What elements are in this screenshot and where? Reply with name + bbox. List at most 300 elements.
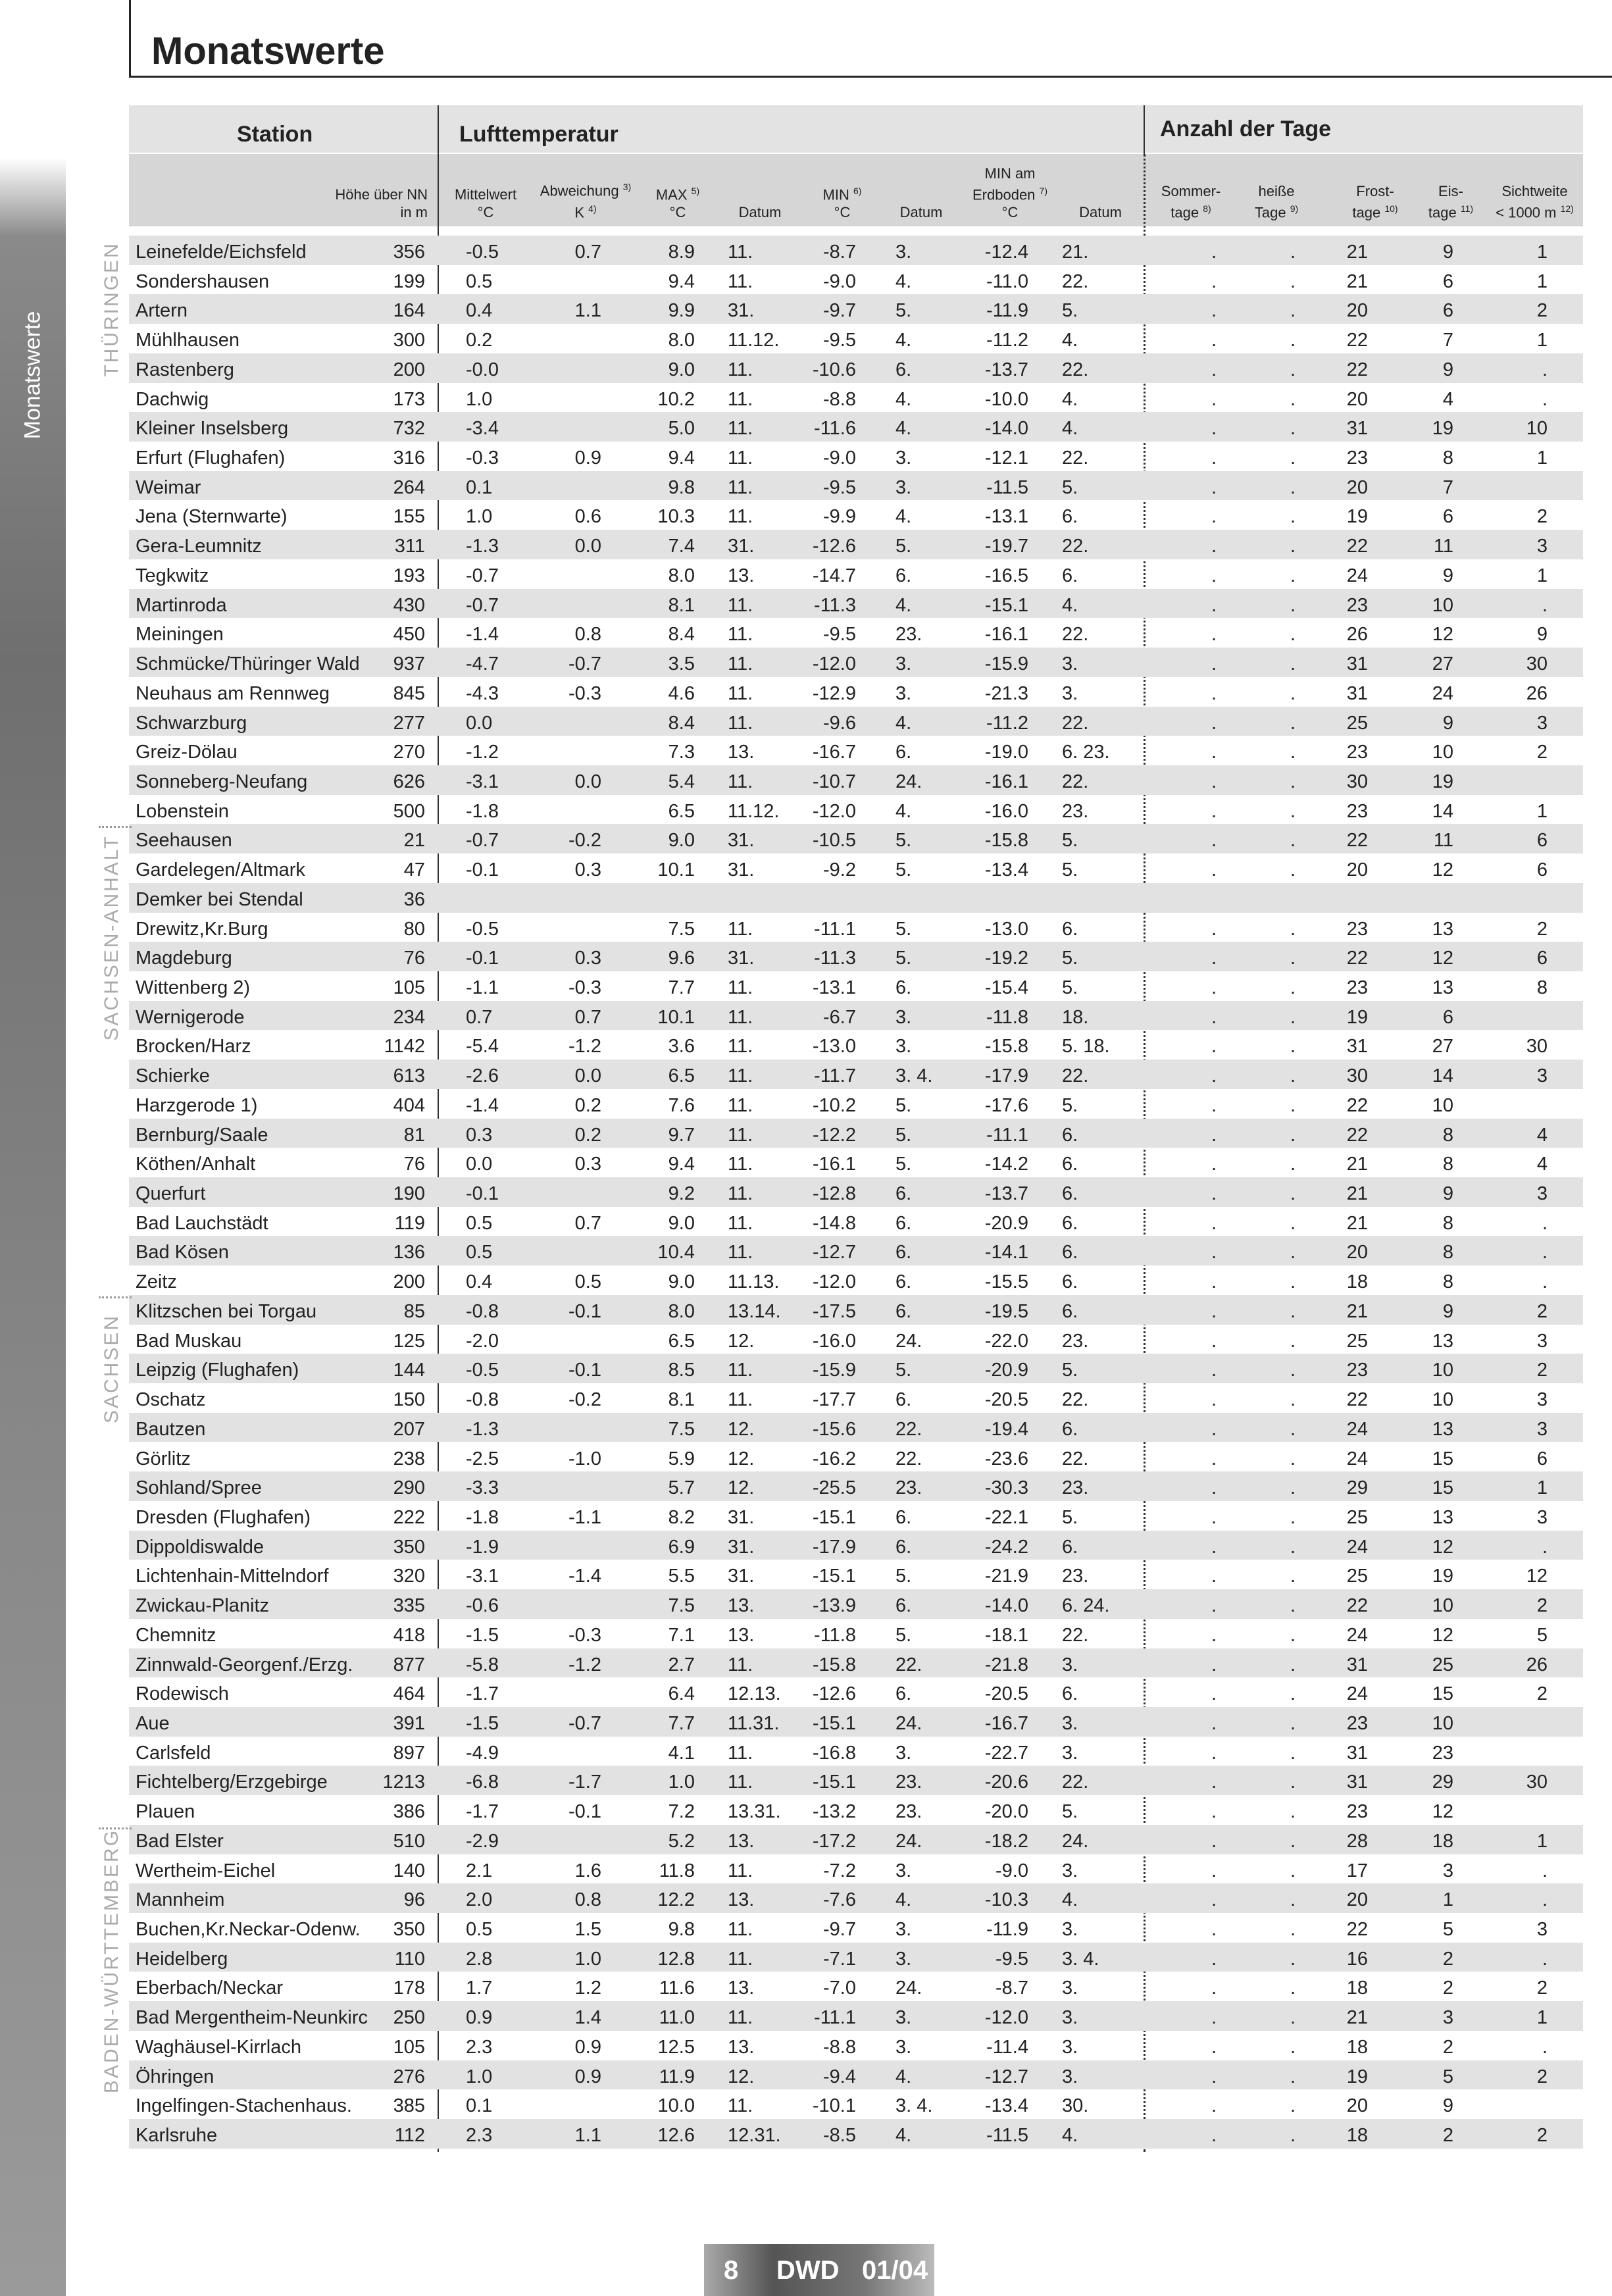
cell-station: Leipzig (Flughafen) <box>136 1360 299 1381</box>
cell-abw: -1.1 <box>568 1506 601 1528</box>
cell-station: Bernburg/Saale <box>136 1124 268 1146</box>
cell-sicht: 6 <box>1536 859 1548 881</box>
cell-hoehe: 300 <box>393 330 425 351</box>
cell-max: 7.7 <box>668 977 695 998</box>
cell-eis: 27 <box>1432 653 1453 675</box>
cell-min-datum: 3. <box>895 242 912 263</box>
cell-eis: 2 <box>1442 2125 1453 2147</box>
page-title: Monatswerte <box>151 30 385 72</box>
cell-frost: 23 <box>1346 1801 1368 1823</box>
cell-heisse: . <box>1290 859 1296 881</box>
cell-minerd-datum: 5. <box>1062 830 1078 852</box>
cell-sicht: 2 <box>1536 300 1548 322</box>
header-min-line1: MIN $^{6)}$ <box>822 185 862 203</box>
cell-max: 8.1 <box>668 1389 695 1411</box>
cell-max-datum: 11. <box>728 388 753 410</box>
cell-abw: 0.6 <box>574 506 601 528</box>
cell-abw: 1.6 <box>574 1860 601 1881</box>
cell-max-datum: 12. <box>728 1477 755 1499</box>
cell-heisse: . <box>1290 1418 1296 1440</box>
cell-max: 9.0 <box>668 359 695 380</box>
cell-heisse: . <box>1290 1536 1296 1558</box>
cell-eis: 29 <box>1432 1772 1453 1793</box>
cell-max-datum: 11. <box>728 2007 753 2029</box>
cell-sommer: . <box>1211 1801 1217 1823</box>
cell-heisse: . <box>1290 1006 1296 1028</box>
cell-hoehe: 105 <box>393 977 425 998</box>
cell-mittel: -4.7 <box>466 653 499 675</box>
table-row <box>129 1119 1583 1148</box>
cell-min-datum: 3. <box>895 476 912 498</box>
table-row <box>129 471 1583 501</box>
cell-max: 5.0 <box>668 418 695 440</box>
cell-max: 5.4 <box>668 771 695 792</box>
cell-max-datum: 13.14. <box>728 1300 781 1322</box>
cell-minerd: -11.9 <box>986 1919 1028 1941</box>
cell-abw: 0.7 <box>574 1006 601 1028</box>
cell-hoehe: 193 <box>393 565 425 586</box>
cell-eis: 12 <box>1432 1536 1453 1558</box>
footer-issue: 01/04 <box>862 2256 928 2285</box>
cell-frost: 18 <box>1346 1977 1368 1999</box>
cell-abw: -1.4 <box>568 1566 601 1587</box>
cell-eis: 11 <box>1433 536 1453 557</box>
cell-frost: 30 <box>1346 771 1368 792</box>
cell-min-datum: 4. <box>895 712 912 734</box>
cell-station: Görlitz <box>136 1448 191 1469</box>
cell-sicht: . <box>1542 1860 1548 1881</box>
table-row <box>129 442 1583 471</box>
cell-station: Drewitz,Kr.Burg <box>136 918 268 940</box>
table-row <box>129 559 1583 589</box>
cell-hoehe: 178 <box>393 1977 425 1999</box>
cell-abw: 0.0 <box>574 771 601 792</box>
cell-minerd-datum: 5. <box>1062 1094 1078 1116</box>
cell-frost: 19 <box>1346 506 1368 528</box>
cell-sicht: 1 <box>1536 330 1548 351</box>
cell-max-datum: 11. <box>728 1006 753 1028</box>
header-hoehe <box>296 155 428 226</box>
cell-sommer: . <box>1211 418 1217 440</box>
cell-minerd: -21.8 <box>984 1654 1028 1675</box>
cell-mittel: -1.9 <box>466 1536 499 1558</box>
cell-abw: 0.9 <box>574 447 601 469</box>
cell-eis: 3 <box>1442 1860 1453 1881</box>
cell-minerd: -11.8 <box>986 1006 1028 1028</box>
cell-hoehe: 450 <box>393 624 425 646</box>
header-anzahl-der-tage: Anzahl der Tage <box>1160 116 1332 141</box>
cell-max: 8.4 <box>668 624 695 646</box>
cell-minerd: -19.5 <box>984 1300 1028 1322</box>
cell-sommer: . <box>1211 1065 1217 1087</box>
cell-minerd: -15.8 <box>984 1036 1028 1058</box>
cell-minerd-datum: 3. <box>1062 2007 1078 2029</box>
cell-max: 9.8 <box>668 1919 695 1941</box>
table-row <box>129 236 1583 265</box>
cell-minerd: -11.2 <box>986 712 1028 734</box>
cell-max: 5.2 <box>668 1830 695 1852</box>
cell-minerd: -12.0 <box>984 2007 1028 2029</box>
table-row <box>129 971 1583 1001</box>
cell-frost: 22 <box>1346 536 1368 557</box>
cell-heisse: . <box>1290 506 1296 528</box>
region-separator <box>99 826 132 828</box>
table-row <box>129 1619 1583 1648</box>
cell-minerd: -30.3 <box>984 1477 1028 1499</box>
cell-station: Wertheim-Eichel <box>136 1860 276 1881</box>
cell-abw: 0.7 <box>574 242 601 263</box>
cell-frost: 21 <box>1346 242 1368 263</box>
cell-minerd-datum: 23. <box>1062 1330 1089 1352</box>
table-row <box>129 412 1583 442</box>
cell-heisse: . <box>1290 300 1296 322</box>
table-row <box>129 1677 1583 1707</box>
cell-min-datum: 6. <box>895 565 912 586</box>
cell-heisse: . <box>1290 447 1296 469</box>
table-row <box>129 1589 1583 1619</box>
cell-minerd-datum: 22. <box>1062 1772 1089 1793</box>
cell-sommer: . <box>1211 1624 1217 1646</box>
cell-hoehe: 350 <box>393 1536 425 1558</box>
cell-max-datum: 11. <box>728 918 753 940</box>
cell-sicht: 10 <box>1526 418 1548 440</box>
cell-min: -12.0 <box>812 800 856 822</box>
cell-hoehe: 112 <box>394 2125 425 2147</box>
cell-max-datum: 11. <box>728 1154 753 1175</box>
table-row <box>129 883 1583 913</box>
cell-frost: 30 <box>1346 1065 1368 1087</box>
cell-min-datum: 6. <box>895 1506 912 1528</box>
cell-min: -10.5 <box>812 830 856 852</box>
cell-min: -7.2 <box>823 1860 856 1881</box>
cell-station: Sonneberg-Neufang <box>136 771 308 792</box>
header-abweichung-line1: Abweichung $^{3)}$ <box>540 182 632 199</box>
cell-abw: 1.2 <box>574 1977 601 1999</box>
cell-min-datum: 4. <box>895 330 912 351</box>
cell-min-datum: 6. <box>895 1242 912 1263</box>
cell-sicht: 2 <box>1536 1683 1548 1705</box>
cell-max-datum: 13. <box>728 1889 755 1911</box>
cell-minerd: -16.1 <box>984 771 1028 792</box>
header-abweichung <box>533 155 638 226</box>
cell-station: Karlsruhe <box>136 2125 218 2147</box>
cell-min: -15.1 <box>812 1506 856 1528</box>
cell-min-datum: 3. <box>895 1036 912 1058</box>
cell-frost: 23 <box>1346 1713 1368 1734</box>
header-eis-line1: Eis- <box>1438 182 1463 199</box>
cell-heisse: . <box>1290 2066 1296 2087</box>
cell-minerd: -9.5 <box>995 1948 1028 1970</box>
cell-eis: 9 <box>1442 712 1453 734</box>
cell-sicht: 2 <box>1536 1300 1548 1322</box>
cell-hoehe: 119 <box>394 1212 425 1234</box>
cell-minerd-datum: 6. <box>1062 1124 1078 1146</box>
cell-min: -9.4 <box>823 2066 856 2087</box>
cell-min: -10.2 <box>812 1094 856 1116</box>
cell-max-datum: 11. <box>728 1360 753 1381</box>
cell-sommer: . <box>1211 977 1217 998</box>
cell-heisse: . <box>1290 1595 1296 1617</box>
cell-min: -11.1 <box>814 2007 856 2029</box>
cell-min-datum: 3. <box>895 1742 912 1764</box>
cell-minerd-datum: 5. <box>1062 1801 1078 1823</box>
cell-heisse: . <box>1290 771 1296 792</box>
cell-min-datum: 5. <box>895 1124 912 1146</box>
cell-hoehe: 877 <box>393 1654 425 1675</box>
cell-heisse: . <box>1290 1183 1296 1205</box>
cell-max: 9.8 <box>668 476 695 498</box>
cell-station: Schmücke/Thüringer Wald <box>136 653 360 675</box>
cell-sommer: . <box>1211 476 1217 498</box>
cell-heisse: . <box>1290 1624 1296 1646</box>
table-header-top <box>129 105 1583 153</box>
cell-sicht: 2 <box>1536 2125 1548 2147</box>
cell-sommer: . <box>1211 1094 1217 1116</box>
cell-frost: 21 <box>1346 1154 1368 1175</box>
cell-minerd: -13.7 <box>984 359 1028 380</box>
cell-sicht: . <box>1542 1536 1548 1558</box>
cell-frost: 23 <box>1346 742 1368 763</box>
cell-minerd: -14.0 <box>984 418 1028 440</box>
cell-max-datum: 31. <box>728 300 755 322</box>
cell-minerd-datum: 22. <box>1062 1065 1089 1087</box>
cell-minerd-datum: 22. <box>1062 1389 1089 1411</box>
cell-mittel: -1.5 <box>466 1713 499 1734</box>
cell-min-datum: 3. <box>895 1919 912 1941</box>
cell-max: 6.5 <box>668 800 695 822</box>
footer-org: DWD <box>776 2256 840 2285</box>
cell-sicht: 3 <box>1536 536 1548 557</box>
cell-heisse: . <box>1290 1094 1296 1116</box>
cell-heisse: . <box>1290 2095 1296 2117</box>
cell-min-datum: 4. <box>895 594 912 616</box>
cell-minerd-datum: 23. <box>1062 800 1089 822</box>
cell-eis: 13 <box>1432 918 1453 940</box>
cell-heisse: . <box>1290 2036 1296 2058</box>
cell-mittel: -0.1 <box>466 1183 499 1205</box>
cell-sommer: . <box>1211 918 1217 940</box>
table-row <box>129 1854 1583 1884</box>
cell-min-datum: 3. <box>895 653 912 675</box>
cell-hoehe: 136 <box>393 1242 425 1263</box>
cell-eis: 3 <box>1442 2007 1453 2029</box>
cell-heisse: . <box>1290 359 1296 380</box>
table-row <box>129 589 1583 619</box>
cell-hoehe: 732 <box>393 418 425 440</box>
cell-sommer: . <box>1211 1977 1217 1999</box>
cell-sicht: 1 <box>1536 1830 1548 1852</box>
cell-max: 9.4 <box>668 1154 695 1175</box>
cell-hoehe: 430 <box>393 594 425 616</box>
cell-min-datum: 6. <box>895 359 912 380</box>
cell-minerd-datum: 6. <box>1062 565 1078 586</box>
cell-station: Ingelfingen-Stachenhaus. <box>136 2095 352 2117</box>
cell-minerd-datum: 6. <box>1062 1242 1078 1263</box>
cell-sicht: 4 <box>1536 1154 1548 1175</box>
cell-sommer: . <box>1211 565 1217 586</box>
cell-min-datum: 22. <box>895 1448 922 1469</box>
header-sicht-line1: Sichtweite <box>1501 182 1568 199</box>
table-row <box>129 324 1583 353</box>
cell-station: Schierke <box>136 1065 210 1087</box>
cell-mittel: -0.1 <box>466 948 499 969</box>
cell-heisse: . <box>1290 1477 1296 1499</box>
cell-max: 6.9 <box>668 1536 695 1558</box>
cell-frost: 20 <box>1346 476 1368 498</box>
cell-minerd-datum: 5. <box>1062 1360 1078 1381</box>
cell-heisse: . <box>1290 1742 1296 1764</box>
cell-mittel: -2.9 <box>466 1830 499 1852</box>
cell-max-datum: 11. <box>728 1065 753 1087</box>
cell-max: 11.8 <box>659 1860 695 1881</box>
cell-sommer: . <box>1211 1683 1217 1705</box>
cell-minerd-datum: 4. <box>1062 1889 1078 1911</box>
cell-min-datum: 5. <box>895 1094 912 1116</box>
cell-max: 10.0 <box>657 2095 695 2117</box>
cell-sommer: . <box>1211 682 1217 704</box>
table-row <box>129 1560 1583 1589</box>
cell-min: -11.3 <box>814 594 856 616</box>
cell-max-datum: 31. <box>728 1566 755 1587</box>
cell-minerd: -18.1 <box>984 1624 1028 1646</box>
cell-sommer: . <box>1211 653 1217 675</box>
cell-sicht: 2 <box>1536 1360 1548 1381</box>
cell-station: Wittenberg 2) <box>136 977 251 998</box>
cell-heisse: . <box>1290 594 1296 616</box>
cell-min: -16.2 <box>812 1448 856 1469</box>
table-row <box>129 736 1583 765</box>
table-row <box>129 1265 1583 1295</box>
cell-minerd-datum: 6. 24. <box>1062 1595 1110 1617</box>
cell-eis: 8 <box>1442 447 1453 469</box>
cell-hoehe: 386 <box>393 1801 425 1823</box>
cell-min: -10.6 <box>812 359 856 380</box>
cell-station: Dresden (Flughafen) <box>136 1506 311 1528</box>
cell-mittel: 2.0 <box>466 1889 493 1911</box>
cell-min: -13.0 <box>812 1036 856 1058</box>
cell-eis: 10 <box>1432 1595 1453 1617</box>
cell-mittel: -0.5 <box>466 242 499 263</box>
table-row <box>129 824 1583 854</box>
cell-heisse: . <box>1290 682 1296 704</box>
cell-eis: 8 <box>1442 1212 1453 1234</box>
cell-abw: 0.9 <box>574 2066 601 2087</box>
cell-station: Erfurt (Flughafen) <box>136 447 286 469</box>
cell-sicht: 1 <box>1536 242 1548 263</box>
cell-minerd: -22.0 <box>984 1330 1028 1352</box>
cell-sommer: . <box>1211 1654 1217 1675</box>
table-row <box>129 294 1583 324</box>
cell-minerd-datum: 5. <box>1062 300 1078 322</box>
header-frosttage <box>1339 155 1411 226</box>
cell-minerd-datum: 22. <box>1062 447 1089 469</box>
cell-minerd-datum: 6. <box>1062 1154 1078 1175</box>
header-hoehe-line1: Höhe über NN <box>335 186 428 203</box>
cell-sommer: . <box>1211 1271 1217 1293</box>
table-row <box>129 1471 1583 1501</box>
cell-station: Rodewisch <box>136 1683 229 1705</box>
cell-sicht: 3 <box>1536 1183 1548 1205</box>
table-row <box>129 1001 1583 1031</box>
cell-max-datum: 11. <box>728 594 753 616</box>
cell-station: Bad Elster <box>136 1830 224 1852</box>
table-row <box>129 1413 1583 1442</box>
cell-frost: 21 <box>1346 2007 1368 2029</box>
cell-min: -17.7 <box>812 1389 856 1411</box>
cell-sommer: . <box>1211 2095 1217 2117</box>
cell-abw: 0.3 <box>574 1154 601 1175</box>
cell-minerd: -21.3 <box>984 682 1028 704</box>
cell-max-datum: 11. <box>728 506 753 528</box>
cell-eis: 25 <box>1432 1654 1453 1675</box>
cell-sicht: 3 <box>1536 1506 1548 1528</box>
cell-max: 2.7 <box>668 1654 695 1675</box>
cell-minerd: -13.4 <box>984 2095 1028 2117</box>
cell-minerd-datum: 3. 4. <box>1062 1948 1099 1970</box>
cell-eis: 2 <box>1442 1948 1453 1970</box>
cell-sommer: . <box>1211 1830 1217 1852</box>
cell-mittel: 2.8 <box>466 1948 493 1970</box>
cell-max-datum: 12. <box>728 1330 755 1352</box>
cell-minerd: -14.0 <box>984 1595 1028 1617</box>
title-rule-horizontal <box>129 76 1612 78</box>
cell-mittel: -2.0 <box>466 1330 499 1352</box>
cell-eis: 9 <box>1442 242 1453 263</box>
table-row <box>129 1295 1583 1325</box>
cell-minerd-datum: 24. <box>1062 1830 1089 1852</box>
cell-min-datum: 6. <box>895 1212 912 1234</box>
cell-heisse: . <box>1290 242 1296 263</box>
cell-min-datum: 3. <box>895 1006 912 1028</box>
cell-minerd: -15.5 <box>984 1271 1028 1293</box>
header-max-line1: MAX $^{5)}$ <box>655 185 700 203</box>
cell-station: Bad Kösen <box>136 1242 229 1263</box>
cell-min-datum: 3. <box>895 447 912 469</box>
cell-station: Lobenstein <box>136 800 229 822</box>
cell-min: -9.0 <box>823 270 856 292</box>
cell-abw: 0.9 <box>574 2036 601 2058</box>
cell-station: Kleiner Inselsberg <box>136 418 289 440</box>
header-heisse-line1: heiße <box>1258 182 1295 199</box>
cell-minerd-datum: 21. <box>1062 242 1089 263</box>
header-mittelwert-line1: Mittelwert <box>454 186 517 203</box>
cell-max: 11.0 <box>659 2007 695 2029</box>
region-separator <box>99 1296 132 1298</box>
cell-minerd-datum: 6. <box>1062 1418 1078 1440</box>
cell-eis: 14 <box>1432 1065 1453 1087</box>
header-sichtweite <box>1487 155 1582 226</box>
cell-max-datum: 11. <box>728 624 753 646</box>
cell-max-datum: 11.12. <box>728 800 780 822</box>
cell-eis: 13 <box>1432 977 1453 998</box>
cell-heisse: . <box>1290 476 1296 498</box>
cell-min: -12.8 <box>812 1183 856 1205</box>
cell-station: Seehausen <box>136 830 232 852</box>
cell-eis: 13 <box>1432 1418 1453 1440</box>
cell-minerd-datum: 22. <box>1062 536 1089 557</box>
cell-minerd-datum: 6. <box>1062 1683 1078 1705</box>
cell-min: -9.6 <box>823 712 856 734</box>
cell-hoehe: 164 <box>393 300 425 322</box>
cell-sicht: 6 <box>1536 830 1548 852</box>
cell-min-datum: 6. <box>895 977 912 998</box>
cell-sommer: . <box>1211 859 1217 881</box>
cell-eis: 9 <box>1442 359 1453 380</box>
cell-max: 9.7 <box>668 1124 695 1146</box>
cell-max: 9.4 <box>668 270 695 292</box>
cell-minerd: -16.7 <box>984 1713 1028 1734</box>
cell-sommer: . <box>1211 447 1217 469</box>
